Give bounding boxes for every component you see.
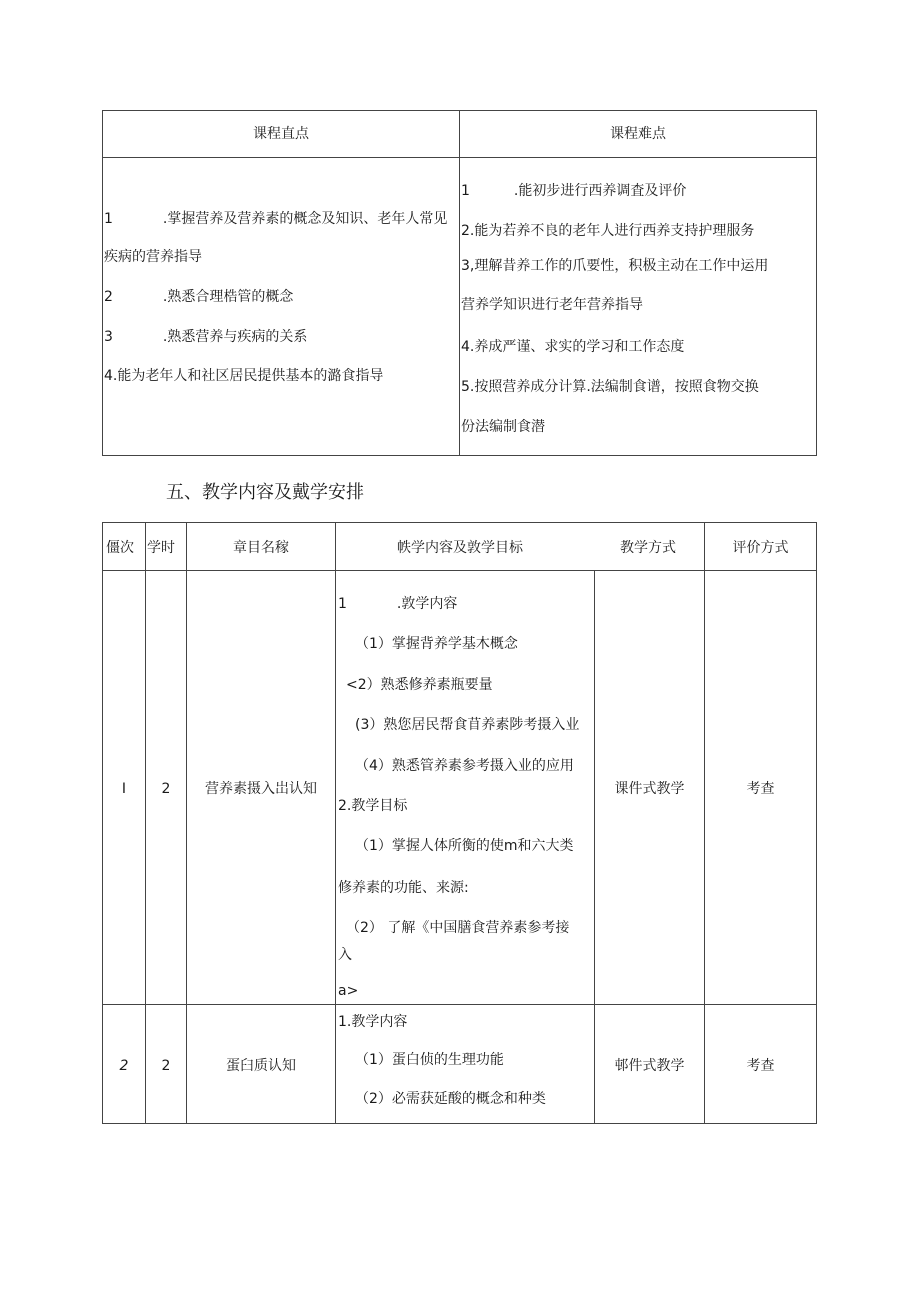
content-line: （2） 了解《中国膳食营养素参考接 <box>346 920 570 936</box>
table-border <box>145 522 146 1124</box>
row-chapter: 营养素摄入岀认知 <box>205 781 317 797</box>
content-line: （1）掌握人体所衡的使m和六大类 <box>355 838 574 854</box>
content-line: 入 <box>338 947 352 963</box>
list-text: 疾病的营养指导 <box>104 249 202 265</box>
content-line: <2）熟悉修养素瓶要量 <box>346 677 493 693</box>
table-border <box>102 570 817 571</box>
header-evaluation: 评价方式 <box>732 540 789 556</box>
table-border <box>816 522 817 1124</box>
list-text: .掌握营养及营养素的概念及知识、老年人常见 <box>162 211 448 227</box>
list-text: 营养学知识进行老年营养指导 <box>461 297 643 313</box>
table-border <box>704 522 705 1124</box>
content-line <box>338 595 457 613</box>
list-item <box>461 257 768 275</box>
list-item <box>461 182 686 200</box>
list-text: 5.按照营养成分计算.法编制食谱，按照食物交换 <box>461 379 759 395</box>
list-item <box>104 248 202 266</box>
list-text: .熟悉合理梏管的概念 <box>162 289 294 305</box>
list-text: 4.能为老年人和社区居民提供基本的潞食指导 <box>104 368 384 384</box>
list-text: .敦学内容 <box>396 596 458 612</box>
table-border <box>816 110 817 456</box>
row-hours: 2 <box>161 1058 171 1074</box>
table-border <box>459 110 460 456</box>
content-line: (3）熟您居民帮食苜养素陟考摄入业 <box>355 717 580 733</box>
header-order: 僵次 <box>106 540 134 556</box>
row-hours: 2 <box>161 781 171 797</box>
header-key-points: 课程直点 <box>253 126 309 142</box>
header-content: 帙学内容及敦学目标 <box>397 540 523 556</box>
content-line: （1）蛋白侦的生理功能 <box>355 1052 504 1068</box>
content-line: a> <box>338 983 359 999</box>
list-number: 1 <box>338 596 347 612</box>
list-text: 2.能为若养不良的老年人进行西养支持护理服务 <box>461 223 755 239</box>
row-order: I <box>121 781 127 797</box>
row-method: 邨件式教学 <box>614 1058 685 1074</box>
row-evaluation: 考查 <box>746 1058 775 1074</box>
table-border <box>102 1004 817 1005</box>
table-border <box>102 1123 817 1124</box>
list-text: 4.养成严谨、求实的学习和工作态度 <box>461 339 685 355</box>
content-line: （2）必需获延酸的概念和种类 <box>355 1091 546 1107</box>
header-difficult-points: 课程难点 <box>610 126 666 142</box>
table-border <box>102 522 103 1124</box>
table-border <box>594 570 595 1124</box>
list-text: 份法编制食潜 <box>461 419 545 435</box>
list-item <box>104 328 307 346</box>
row-method: 课件式教学 <box>614 781 685 797</box>
table-border <box>335 522 336 1124</box>
content-line: 1.教学内容 <box>338 1014 408 1030</box>
table-border <box>102 522 817 523</box>
row-chapter: 蛋臼质认知 <box>226 1058 296 1074</box>
section-heading: 五、教学内容及戴学安排 <box>166 482 364 503</box>
list-number: 2 <box>104 289 113 305</box>
list-item <box>104 210 447 228</box>
content-line: （1）掌握背养学基木概念 <box>355 636 518 652</box>
table-border <box>186 522 187 1124</box>
list-item <box>461 418 545 436</box>
list-number: 1 <box>104 211 113 227</box>
list-item <box>461 378 759 396</box>
table-border <box>102 110 103 456</box>
list-item <box>461 338 684 356</box>
list-item <box>104 367 383 385</box>
row-order: 2 <box>119 1058 129 1074</box>
list-number: 3 <box>104 329 113 345</box>
content-line: 修养素的功能、来源: <box>338 880 469 896</box>
list-item <box>104 288 293 306</box>
row-evaluation: 考查 <box>746 781 775 797</box>
list-number: 1 <box>461 183 470 199</box>
content-line: （4）熟悉管养素参考摄入业的应用 <box>355 758 574 774</box>
list-item <box>461 222 754 240</box>
list-text: .熟悉营养与疾病的关系 <box>162 329 308 345</box>
list-item <box>461 296 643 314</box>
list-text: .能初步进行西养调査及评价 <box>513 183 687 199</box>
header-hours: 学时 <box>147 540 175 556</box>
content-line: 2.教学目标 <box>338 798 408 814</box>
header-method: 教学方式 <box>620 540 676 556</box>
header-chapter: 章目名稼 <box>233 540 289 556</box>
list-text: 3,理解昔养工作的爪要性，积极主动在工作中运用 <box>461 258 769 274</box>
